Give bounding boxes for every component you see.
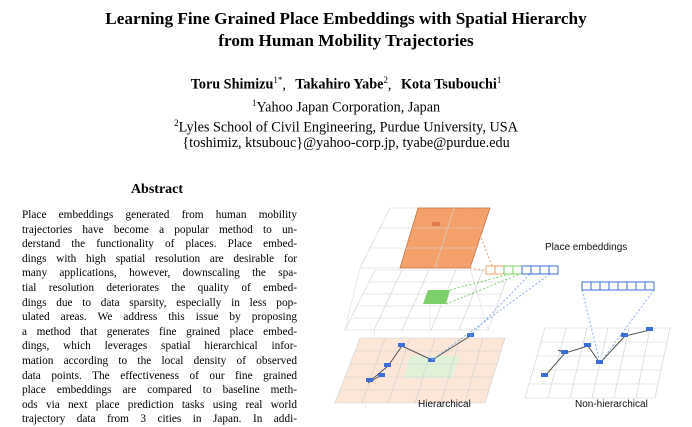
abstract-line: ods via next place prediction tasks using real world [22,398,297,411]
abstract-line: Place embeddings generated from human mobility [22,209,297,221]
location-node [366,378,373,382]
author-list: Toru Shimizu$^{1*}$, Takahiro Yabe$^2$, Kota Tsubouchi$^1$ [190,75,502,93]
top-grid-layer [360,208,490,268]
abstract-line: trajectories have become a popular method to un- [22,223,297,236]
top-highlight-cell [432,222,440,226]
affiliation-text: Lyles School of Civil Engineering, Purdue University, USA [178,119,518,136]
abstract-line: a method that generates fine grained place embed- [22,325,297,338]
location-node [428,358,435,362]
abstract-line: mation according to the local density of observed [22,354,297,367]
abstract-line: tial resolution deteriorates the quality of embed- [22,281,297,294]
author-mark: 1* [273,75,283,85]
author-name: Toru Shimizu [190,76,274,93]
abstract-line: derstand the functionality of places. Place embed- [22,238,297,251]
label-place-embeddings: Place embeddings [545,242,628,253]
location-node [398,343,405,347]
location-node [584,343,591,347]
location-node [378,373,385,377]
abstract-line: many applications, however, downscaling the spa- [22,267,297,280]
location-node [596,360,603,364]
bottom-grid-hierarchical [335,338,505,403]
location-node [561,350,568,354]
author-mark: 1 [496,75,502,85]
abstract-line: dings with high spatial resolution are desirable for [22,252,297,265]
title-line-1: Learning Fine Grained Place Embeddings with Spatial Hierarchy [105,9,587,28]
abstract-line: dings, which leverages spatial hierarchical infor- [22,340,297,353]
location-node [384,363,391,367]
location-node [621,333,628,337]
affiliation-mark: 1 [251,98,257,108]
orange-parent-cell [400,208,490,268]
affiliation-mark: 2 [174,118,179,128]
abstract-line: dings due to data sparsity, especially in less pop- [22,296,297,309]
author-emails: {toshimiz, ktsubouc}@yahoo-corp.jp, tyabe@purdue.edu [182,135,510,151]
author-name: Kota Tsubouchi [400,76,497,93]
abstract-line: data points. The effectiveness of our fine grained [22,369,297,382]
title-line-2: from Human Mobility Trajectories [218,31,474,50]
affiliation-text: Yahoo Japan Corporation, Japan [256,99,441,116]
abstract-line: ulated areas. We address this issue by proposing [22,311,297,324]
label-nonhierarchical: Non-hierarchical [575,399,648,410]
abstract-body [22,208,297,427]
paper-title [0,8,692,52]
author-name: Takahiro Yabe [295,76,384,93]
abstract-line: place embeddings are compared to baseline meth- [22,384,297,397]
location-node [646,327,653,331]
embedding-vector-nonhierarchical [582,282,654,290]
abstract-heading: Abstract [130,182,184,197]
location-node [541,373,548,377]
embedding-vector-hierarchical [486,266,558,274]
abstract-line: trajectory data from 3 cities in Japan. In addi- [22,413,297,426]
label-hierarchical: Hierarchical [418,399,471,410]
hierarchy-figure [320,178,692,426]
author-mark: 2 [383,75,388,85]
green-child-cell [423,290,450,304]
